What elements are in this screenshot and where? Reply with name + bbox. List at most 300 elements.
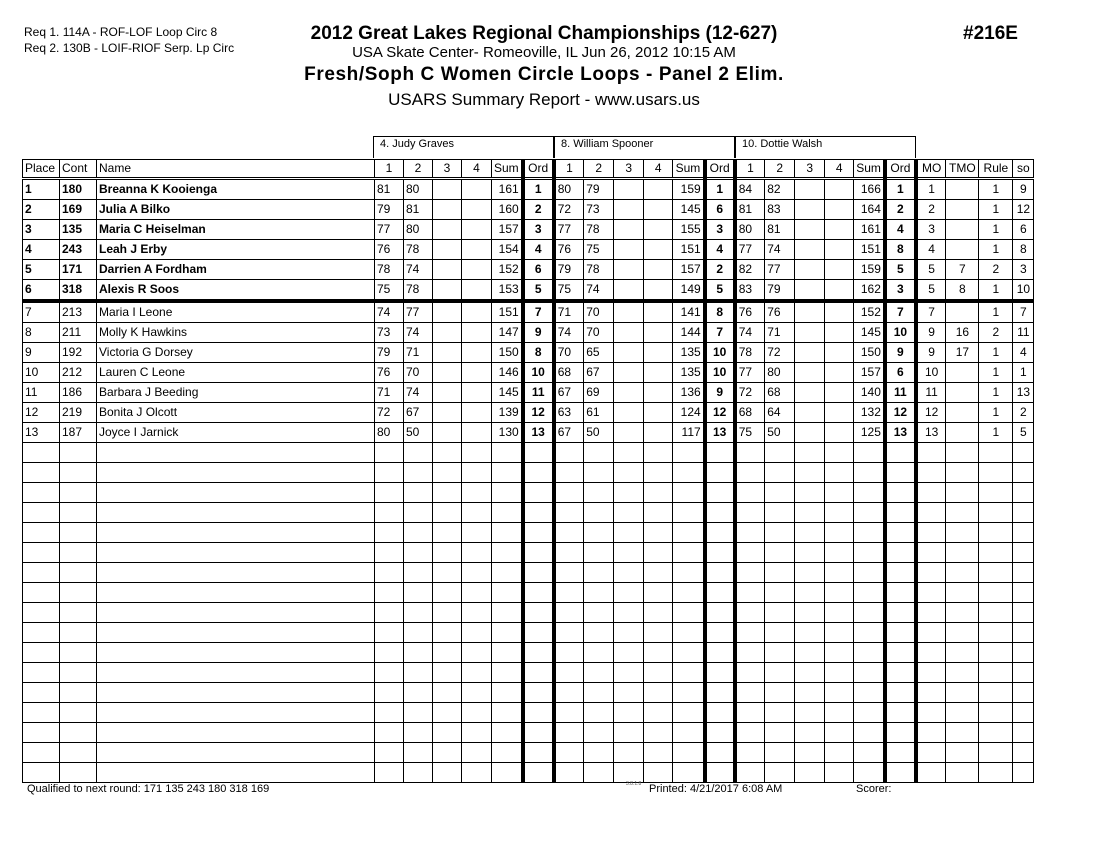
ordinal-judge2: 13 xyxy=(705,423,735,443)
score-4-judge1 xyxy=(462,423,492,443)
score-3-judge2 xyxy=(614,240,644,260)
table-row xyxy=(23,280,1034,302)
rule-cell: 1 xyxy=(979,280,1013,302)
skater-name-cell xyxy=(97,683,375,703)
score-4-judge1 xyxy=(462,443,492,463)
score-3-judge1 xyxy=(433,563,462,583)
score-4-judge1 xyxy=(462,179,492,200)
ordinal-judge3 xyxy=(885,463,916,483)
ordinal-judge2: 8 xyxy=(705,301,735,323)
score-3-judge1 xyxy=(433,523,462,543)
ordinal-judge1 xyxy=(523,603,554,623)
score-1-judge3 xyxy=(735,483,765,503)
rule-cell: 1 xyxy=(979,200,1013,220)
score-2-judge1: 78 xyxy=(404,240,433,260)
contestant-number-cell xyxy=(60,603,97,623)
score-2-judge2: 70 xyxy=(584,323,614,343)
majority-ordinal-cell xyxy=(916,543,946,563)
score-1-judge2 xyxy=(554,623,584,643)
score-1-judge2 xyxy=(554,563,584,583)
ordinal-judge3 xyxy=(885,523,916,543)
score-1-judge1: 76 xyxy=(375,363,404,383)
skate-order-cell: 12 xyxy=(1013,200,1034,220)
majority-ordinal-cell xyxy=(916,583,946,603)
score-4-judge1 xyxy=(462,323,492,343)
total-mo-cell xyxy=(946,363,979,383)
score-1-judge2: 68 xyxy=(554,363,584,383)
ordinal-judge1 xyxy=(523,763,554,783)
score-1-judge3: 84 xyxy=(735,179,765,200)
score-3-judge1 xyxy=(433,723,462,743)
place-cell: 10 xyxy=(23,363,60,383)
col-header-judge1-5: Ord xyxy=(523,160,554,179)
score-1-judge1 xyxy=(375,623,404,643)
score-3-judge2 xyxy=(614,423,644,443)
place-cell xyxy=(23,543,60,563)
score-4-judge3 xyxy=(825,763,854,783)
place-cell xyxy=(23,703,60,723)
sum-judge2: 144 xyxy=(673,323,705,343)
score-2-judge3: 74 xyxy=(765,240,795,260)
score-1-judge3 xyxy=(735,643,765,663)
skate-order-cell xyxy=(1013,643,1034,663)
total-mo-cell xyxy=(946,623,979,643)
sum-judge1 xyxy=(492,763,523,783)
score-2-judge2: 79 xyxy=(584,179,614,200)
ordinal-judge1 xyxy=(523,463,554,483)
score-4-judge2 xyxy=(644,280,673,302)
score-4-judge3 xyxy=(825,723,854,743)
score-2-judge2 xyxy=(584,603,614,623)
score-2-judge1 xyxy=(404,683,433,703)
score-4-judge2 xyxy=(644,343,673,363)
score-2-judge3 xyxy=(765,543,795,563)
sum-judge3: 125 xyxy=(854,423,885,443)
place-cell: 9 xyxy=(23,343,60,363)
ordinal-judge2 xyxy=(705,663,735,683)
sum-judge3 xyxy=(854,463,885,483)
rule-cell xyxy=(979,543,1013,563)
score-1-judge3: 81 xyxy=(735,200,765,220)
score-2-judge3 xyxy=(765,683,795,703)
score-4-judge3 xyxy=(825,563,854,583)
contestant-number-cell xyxy=(60,723,97,743)
score-3-judge2 xyxy=(614,483,644,503)
skater-name-cell: Maria C Heiselman xyxy=(97,220,375,240)
score-3-judge1 xyxy=(433,623,462,643)
skater-name-cell: Maria I Leone xyxy=(97,301,375,323)
score-1-judge2 xyxy=(554,703,584,723)
sum-judge2 xyxy=(673,463,705,483)
rule-cell: 1 xyxy=(979,403,1013,423)
skater-name-cell xyxy=(97,563,375,583)
contestant-number-cell xyxy=(60,643,97,663)
total-mo-cell xyxy=(946,179,979,200)
majority-ordinal-cell: 9 xyxy=(916,323,946,343)
rule-cell xyxy=(979,503,1013,523)
score-4-judge3 xyxy=(825,623,854,643)
ordinal-judge3: 2 xyxy=(885,200,916,220)
score-4-judge1 xyxy=(462,723,492,743)
score-3-judge3 xyxy=(795,563,825,583)
score-3-judge1 xyxy=(433,220,462,240)
ordinal-judge3: 9 xyxy=(885,343,916,363)
score-2-judge2: 61 xyxy=(584,403,614,423)
score-2-judge2 xyxy=(584,663,614,683)
score-1-judge1: 74 xyxy=(375,301,404,323)
score-2-judge3: 80 xyxy=(765,363,795,383)
contestant-number-cell: 243 xyxy=(60,240,97,260)
score-4-judge2 xyxy=(644,643,673,663)
ordinal-judge3 xyxy=(885,503,916,523)
score-2-judge1 xyxy=(404,723,433,743)
rule-cell xyxy=(979,643,1013,663)
score-1-judge3: 74 xyxy=(735,323,765,343)
score-4-judge3 xyxy=(825,503,854,523)
rule-cell xyxy=(979,523,1013,543)
score-3-judge2 xyxy=(614,343,644,363)
ordinal-judge1 xyxy=(523,743,554,763)
skater-name-cell: Julia A Bilko xyxy=(97,200,375,220)
score-2-judge2 xyxy=(584,543,614,563)
ordinal-judge2 xyxy=(705,763,735,783)
score-4-judge3 xyxy=(825,260,854,280)
score-2-judge2: 78 xyxy=(584,220,614,240)
score-3-judge3 xyxy=(795,179,825,200)
sum-judge3 xyxy=(854,543,885,563)
col-header-judge2-3: 4 xyxy=(644,160,673,179)
score-4-judge1 xyxy=(462,483,492,503)
sum-judge1: 145 xyxy=(492,383,523,403)
score-1-judge1: 78 xyxy=(375,260,404,280)
score-2-judge2: 65 xyxy=(584,343,614,363)
score-4-judge3 xyxy=(825,663,854,683)
majority-ordinal-cell xyxy=(916,623,946,643)
sum-judge2 xyxy=(673,663,705,683)
score-2-judge2 xyxy=(584,443,614,463)
ordinal-judge2: 12 xyxy=(705,403,735,423)
ordinal-judge2: 5 xyxy=(705,280,735,302)
score-3-judge1 xyxy=(433,603,462,623)
score-3-judge3 xyxy=(795,503,825,523)
score-2-judge3 xyxy=(765,443,795,463)
score-2-judge3 xyxy=(765,723,795,743)
sum-judge3: 161 xyxy=(854,220,885,240)
skate-order-cell xyxy=(1013,503,1034,523)
score-1-judge2: 63 xyxy=(554,403,584,423)
score-4-judge1 xyxy=(462,363,492,383)
place-cell xyxy=(23,663,60,683)
contestant-number-cell xyxy=(60,543,97,563)
report-subtitle: USARS Summary Report - www.usars.us xyxy=(388,90,700,109)
score-3-judge1 xyxy=(433,280,462,302)
score-2-judge1 xyxy=(404,523,433,543)
skater-name-cell xyxy=(97,603,375,623)
sum-judge1 xyxy=(492,463,523,483)
table-row xyxy=(23,463,1034,483)
score-3-judge2 xyxy=(614,463,644,483)
score-2-judge1 xyxy=(404,603,433,623)
score-1-judge1: 81 xyxy=(375,179,404,200)
score-1-judge1 xyxy=(375,723,404,743)
ordinal-judge2 xyxy=(705,683,735,703)
total-mo-cell: 17 xyxy=(946,343,979,363)
score-1-judge3 xyxy=(735,503,765,523)
skater-name-cell xyxy=(97,663,375,683)
sum-judge3 xyxy=(854,763,885,783)
sum-judge1: 160 xyxy=(492,200,523,220)
score-1-judge2 xyxy=(554,443,584,463)
sum-judge3 xyxy=(854,483,885,503)
place-cell: 12 xyxy=(23,403,60,423)
sum-judge2: 151 xyxy=(673,240,705,260)
skater-name-cell: Victoria G Dorsey xyxy=(97,343,375,363)
ordinal-judge3: 6 xyxy=(885,363,916,383)
skate-order-cell xyxy=(1013,443,1034,463)
place-cell: 7 xyxy=(23,301,60,323)
sum-judge2: 136 xyxy=(673,383,705,403)
sum-judge2 xyxy=(673,483,705,503)
score-2-judge1: 78 xyxy=(404,280,433,302)
col-header-judge1-3: 4 xyxy=(462,160,492,179)
score-3-judge2 xyxy=(614,643,644,663)
majority-ordinal-cell xyxy=(916,643,946,663)
sum-judge2 xyxy=(673,743,705,763)
col-header-judge1-2: 3 xyxy=(433,160,462,179)
ordinal-judge3 xyxy=(885,743,916,763)
score-1-judge2: 71 xyxy=(554,301,584,323)
page-title: 2012 Great Lakes Regional Championships (12-627) xyxy=(310,23,778,44)
majority-ordinal-cell: 9 xyxy=(916,343,946,363)
contestant-number-cell: 187 xyxy=(60,423,97,443)
requirement-2: Req 2. 130B - LOIF-RIOF Serp. Lp Circ xyxy=(24,41,235,55)
rule-cell: 1 xyxy=(979,423,1013,443)
total-mo-cell xyxy=(946,240,979,260)
place-cell: 2 xyxy=(23,200,60,220)
sum-judge2: 141 xyxy=(673,301,705,323)
score-2-judge1 xyxy=(404,643,433,663)
version-label: 3.8.1.8 xyxy=(626,781,642,787)
contestant-number-cell: 318 xyxy=(60,280,97,302)
ordinal-judge1: 9 xyxy=(523,323,554,343)
score-1-judge2 xyxy=(554,523,584,543)
total-mo-cell xyxy=(946,723,979,743)
score-2-judge1: 74 xyxy=(404,383,433,403)
score-2-judge2: 74 xyxy=(584,280,614,302)
score-1-judge1 xyxy=(375,503,404,523)
score-4-judge3 xyxy=(825,703,854,723)
score-4-judge1 xyxy=(462,703,492,723)
score-1-judge1 xyxy=(375,543,404,563)
score-1-judge1 xyxy=(375,683,404,703)
contestant-number-cell: 180 xyxy=(60,179,97,200)
ordinal-judge3 xyxy=(885,623,916,643)
score-1-judge2: 67 xyxy=(554,423,584,443)
ordinal-judge3: 3 xyxy=(885,280,916,302)
contestant-number-cell xyxy=(60,703,97,723)
score-4-judge1 xyxy=(462,260,492,280)
sum-judge1 xyxy=(492,703,523,723)
score-1-judge2 xyxy=(554,663,584,683)
skate-order-cell xyxy=(1013,463,1034,483)
col-header-judge2-2: 3 xyxy=(614,160,644,179)
score-3-judge3 xyxy=(795,683,825,703)
total-mo-cell xyxy=(946,383,979,403)
score-3-judge1 xyxy=(433,503,462,523)
score-2-judge2: 70 xyxy=(584,301,614,323)
total-mo-cell xyxy=(946,643,979,663)
score-4-judge2 xyxy=(644,723,673,743)
score-4-judge1 xyxy=(462,240,492,260)
sum-judge1: 151 xyxy=(492,301,523,323)
sum-judge1 xyxy=(492,723,523,743)
ordinal-judge2 xyxy=(705,543,735,563)
contestant-number-cell xyxy=(60,763,97,783)
score-1-judge2: 74 xyxy=(554,323,584,343)
score-3-judge2 xyxy=(614,363,644,383)
score-4-judge2 xyxy=(644,543,673,563)
rule-cell xyxy=(979,463,1013,483)
score-3-judge2 xyxy=(614,763,644,783)
table-row xyxy=(23,323,1034,343)
score-1-judge3: 78 xyxy=(735,343,765,363)
col-header-judge2-0: 1 xyxy=(554,160,584,179)
score-2-judge2 xyxy=(584,583,614,603)
majority-ordinal-cell xyxy=(916,523,946,543)
score-2-judge1 xyxy=(404,763,433,783)
score-4-judge3 xyxy=(825,301,854,323)
col-header-judge2-5: Ord xyxy=(705,160,735,179)
contestant-number-cell xyxy=(60,663,97,683)
place-cell xyxy=(23,603,60,623)
total-mo-cell xyxy=(946,523,979,543)
sum-judge1: 157 xyxy=(492,220,523,240)
score-2-judge2 xyxy=(584,523,614,543)
score-1-judge3 xyxy=(735,723,765,743)
ordinal-judge2 xyxy=(705,743,735,763)
score-2-judge3: 82 xyxy=(765,179,795,200)
score-4-judge2 xyxy=(644,323,673,343)
score-1-judge2 xyxy=(554,723,584,743)
score-4-judge2 xyxy=(644,743,673,763)
ordinal-judge3 xyxy=(885,663,916,683)
total-mo-cell xyxy=(946,543,979,563)
skater-name-cell xyxy=(97,623,375,643)
sum-judge3: 166 xyxy=(854,179,885,200)
score-1-judge1 xyxy=(375,643,404,663)
score-3-judge2 xyxy=(614,623,644,643)
table-row xyxy=(23,503,1034,523)
score-4-judge1 xyxy=(462,583,492,603)
score-4-judge1 xyxy=(462,301,492,323)
results-table xyxy=(22,159,1034,783)
score-2-judge3 xyxy=(765,523,795,543)
ordinal-judge3: 7 xyxy=(885,301,916,323)
table-row xyxy=(23,543,1034,563)
ordinal-judge1 xyxy=(523,523,554,543)
contestant-number-cell xyxy=(60,463,97,483)
skate-order-cell: 9 xyxy=(1013,179,1034,200)
rule-cell xyxy=(979,763,1013,783)
ordinal-judge1: 4 xyxy=(523,240,554,260)
score-4-judge2 xyxy=(644,363,673,383)
total-mo-cell xyxy=(946,763,979,783)
table-row xyxy=(23,563,1034,583)
col-header-judge3-5: Ord xyxy=(885,160,916,179)
place-cell xyxy=(23,523,60,543)
score-4-judge1 xyxy=(462,343,492,363)
score-3-judge3 xyxy=(795,583,825,603)
score-4-judge3 xyxy=(825,403,854,423)
ordinal-judge3 xyxy=(885,723,916,743)
sum-judge3 xyxy=(854,583,885,603)
score-1-judge2 xyxy=(554,683,584,703)
score-2-judge2: 73 xyxy=(584,200,614,220)
score-3-judge3 xyxy=(795,643,825,663)
majority-ordinal-cell xyxy=(916,723,946,743)
place-cell xyxy=(23,583,60,603)
table-row xyxy=(23,363,1034,383)
contestant-number-cell: 169 xyxy=(60,200,97,220)
ordinal-judge2 xyxy=(705,703,735,723)
col-header-rule: Rule xyxy=(979,160,1013,179)
score-3-judge2 xyxy=(614,663,644,683)
majority-ordinal-cell xyxy=(916,763,946,783)
ordinal-judge1 xyxy=(523,583,554,603)
score-1-judge1: 72 xyxy=(375,403,404,423)
rule-cell: 2 xyxy=(979,260,1013,280)
sum-judge1 xyxy=(492,443,523,463)
ordinal-judge3 xyxy=(885,563,916,583)
rule-cell xyxy=(979,703,1013,723)
score-2-judge1 xyxy=(404,743,433,763)
majority-ordinal-cell xyxy=(916,603,946,623)
col-header-name: Name xyxy=(97,160,375,179)
contestant-number-cell xyxy=(60,483,97,503)
score-4-judge2 xyxy=(644,523,673,543)
score-4-judge1 xyxy=(462,603,492,623)
score-3-judge1 xyxy=(433,683,462,703)
ordinal-judge2 xyxy=(705,643,735,663)
ordinal-judge1 xyxy=(523,483,554,503)
rule-cell xyxy=(979,583,1013,603)
contestant-number-cell xyxy=(60,523,97,543)
sum-judge1: 152 xyxy=(492,260,523,280)
score-2-judge2 xyxy=(584,623,614,643)
rule-cell: 1 xyxy=(979,343,1013,363)
sum-judge1 xyxy=(492,623,523,643)
score-3-judge1 xyxy=(433,743,462,763)
score-2-judge3: 83 xyxy=(765,200,795,220)
place-cell xyxy=(23,443,60,463)
ordinal-judge3 xyxy=(885,703,916,723)
score-2-judge3 xyxy=(765,603,795,623)
skate-order-cell: 1 xyxy=(1013,363,1034,383)
majority-ordinal-cell: 10 xyxy=(916,363,946,383)
score-1-judge2: 72 xyxy=(554,200,584,220)
score-1-judge2 xyxy=(554,543,584,563)
score-4-judge1 xyxy=(462,463,492,483)
score-1-judge3: 76 xyxy=(735,301,765,323)
score-2-judge3: 79 xyxy=(765,280,795,302)
sum-judge3 xyxy=(854,723,885,743)
skater-name-cell: Molly K Hawkins xyxy=(97,323,375,343)
place-cell: 3 xyxy=(23,220,60,240)
score-2-judge1: 70 xyxy=(404,363,433,383)
score-2-judge3 xyxy=(765,703,795,723)
sum-judge1 xyxy=(492,743,523,763)
skate-order-cell: 10 xyxy=(1013,280,1034,302)
